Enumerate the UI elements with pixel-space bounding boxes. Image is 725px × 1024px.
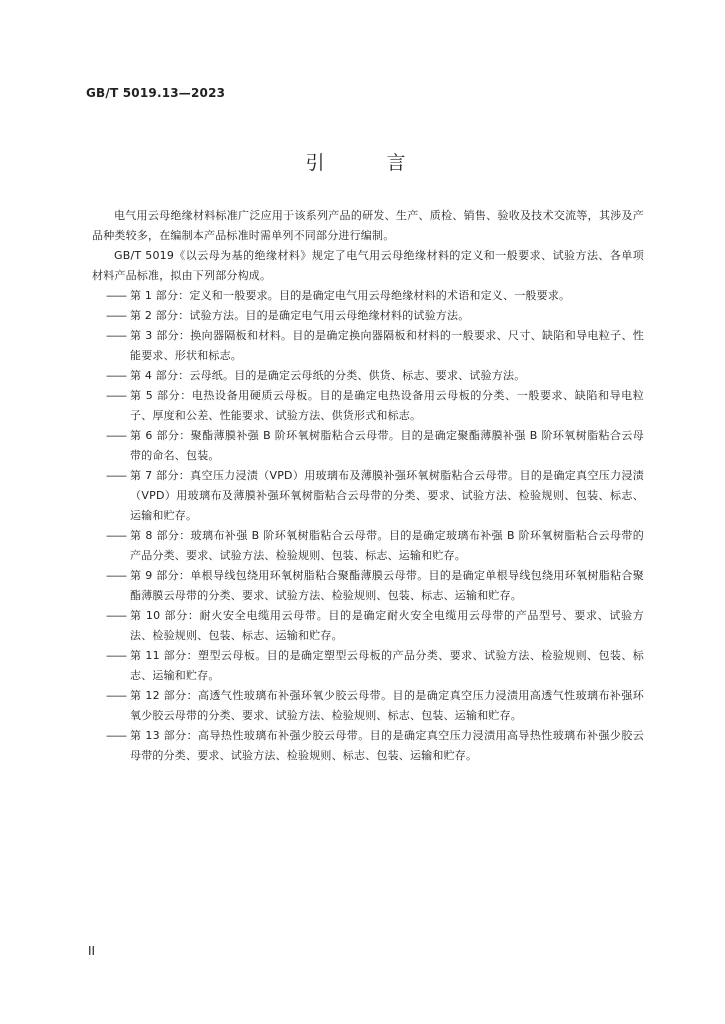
list-dash: —— <box>106 689 126 702</box>
part-text: 第 6 部分：聚酯薄膜补强 B 阶环氧树脂粘合云母带。目的是确定聚酯薄膜补强 B 阶环氧树脂粘合云母带的命名、包装。 <box>130 429 644 462</box>
list-item <box>92 726 644 766</box>
list-dash: —— <box>106 569 126 582</box>
list-dash: —— <box>106 369 126 382</box>
part-text: 第 9 部分：单根导线包绕用环氧树脂粘合聚酯薄膜云母带。目的是确定单根导线包绕用环氧树脂粘合聚酯薄膜云母带的分类、要求、试验方法、检验规则、包装、标志、运输和贮存。 <box>130 569 644 602</box>
list-item <box>92 526 644 566</box>
part-text: 第 7 部分：真空压力浸渍（VPD）用玻璃布及薄膜补强环氧树脂粘合云母带。目的是确定真空压力浸渍（VPD）用玻璃布及薄膜补强环氧树脂粘合云母带的分类、要求、试验方法、检验规则、包装、标志、运输和贮存。 <box>130 469 644 522</box>
list-dash: —— <box>106 469 126 482</box>
list-dash: —— <box>106 649 126 662</box>
page-title: 引 言 <box>305 152 434 174</box>
list-item <box>92 386 644 426</box>
list-item <box>92 566 644 606</box>
list-dash: —— <box>106 289 126 302</box>
list-item <box>92 426 644 466</box>
list-dash: —— <box>106 389 126 402</box>
list-item <box>92 286 644 306</box>
list-item <box>92 606 644 646</box>
part-text: 第 2 部分：试验方法。目的是确定电气用云母绝缘材料的试验方法。 <box>130 309 470 322</box>
part-text: 第 12 部分：高透气性玻璃布补强环氧少胶云母带。目的是确定真空压力浸渍用高透气性玻璃布补强环氧少胶云母带的分类、要求、试验方法、检验规则、标志、包装、运输和贮存。 <box>130 689 644 722</box>
page-number: II <box>88 944 96 958</box>
part-text: 第 13 部分：高导热性玻璃布补强少胶云母带。目的是确定真空压力浸渍用高导热性玻璃布补强少胶云母带的分类、要求、试验方法、检验规则、标志、包装、运输和贮存。 <box>130 729 644 762</box>
list-dash: —— <box>106 729 126 742</box>
list-item <box>92 686 644 726</box>
list-dash: —— <box>106 309 126 322</box>
list-item <box>92 326 644 366</box>
document-code: GB/T 5019.13—2023 <box>86 86 226 100</box>
part-text: 第 3 部分：换向器隔板和材料。目的是确定换向器隔板和材料的一般要求、尺寸、缺陷和导电粒子、性能要求、形状和标志。 <box>130 329 644 362</box>
list-item <box>92 366 644 386</box>
part-text: 第 4 部分：云母纸。目的是确定云母纸的分类、供货、标志、要求、试验方法。 <box>130 369 526 382</box>
list-item <box>92 466 644 526</box>
part-text: 第 11 部分：塑型云母板。目的是确定塑型云母板的产品分类、要求、试验方法、检验规则、包装、标志、运输和贮存。 <box>130 649 644 682</box>
list-dash: —— <box>106 529 126 542</box>
intro-paragraph: GB/T 5019《以云母为基的绝缘材料》规定了电气用云母绝缘材料的定义和一般要求、试验方法、各单项材料产品标准，拟由下列部分构成。 <box>92 249 644 282</box>
part-text: 第 1 部分：定义和一般要求。目的是确定电气用云母绝缘材料的术语和定义、一般要求。 <box>130 289 571 302</box>
intro-body <box>92 206 644 766</box>
intro-paragraph: 电气用云母绝缘材料标准广泛应用于该系列产品的研发、生产、质检、销售、验收及技术交流等，其涉及产品种类较多，在编制本产品标准时需单列不同部分进行编制。 <box>92 209 644 242</box>
part-text: 第 10 部分：耐火安全电缆用云母带。目的是确定耐火安全电缆用云母带的产品型号、要求、试验方法、检验规则、包装、标志、运输和贮存。 <box>130 609 644 642</box>
list-dash: —— <box>106 429 126 442</box>
list-dash: —— <box>106 609 126 622</box>
list-dash: —— <box>106 329 126 342</box>
list-item <box>92 646 644 686</box>
part-text: 第 5 部分：电热设备用硬质云母板。目的是确定电热设备用云母板的分类、一般要求、缺陷和导电粒子、厚度和公差、性能要求、试验方法、供货形式和标志。 <box>130 389 644 422</box>
list-item <box>92 306 644 326</box>
part-text: 第 8 部分：玻璃布补强 B 阶环氧树脂粘合云母带。目的是确定玻璃布补强 B 阶环氧树脂粘合云母带的产品分类、要求、试验方法、检验规则、包装、标志、运输和贮存。 <box>130 529 644 562</box>
